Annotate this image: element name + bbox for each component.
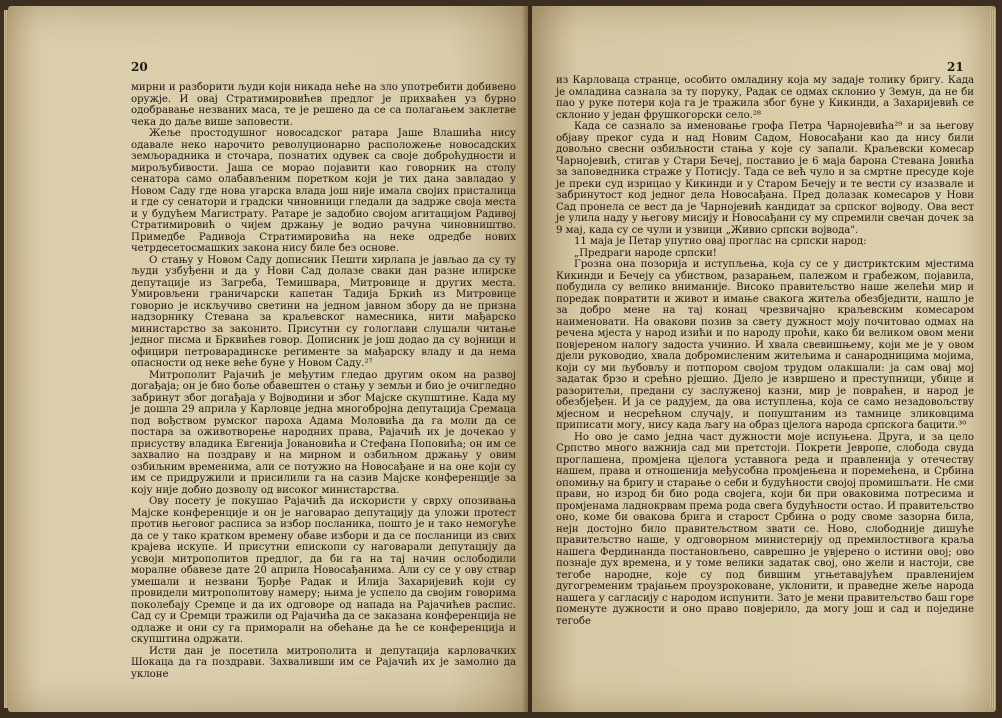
- left-page: [8, 6, 528, 712]
- paragraph: Но ово је само једна част дужности моје испуњена. Друга, и за цело Српство много важнија сад ми претстоји. Покрети Јевропе, слобода свуда проглашена, промјена цјелога уставнога реда и правленија у отечеству нашем, права и отношенија међусобна промјењена и поремећена, и Србина опомињу на бригу и старање о себи и будућности својој промишљати. Не сми прави, но изрод би био рода својега, који би при оваковима потресима и промјенама ладнокрвам према рода свега будућности остао. И правитељство оно, коме би овакова брига и старост Србина о роду своме зазорна била, нејн достојно било правитељством звати се. Ново, слободније дишуће правитељство наше, у одговорном министерију од премилостивога краља нашега Фердинанда постановљено, саврешно је увјерено о истини овој; ово познаје дух времена, и у томе велики задатак свој, оно жели и настоји, све тегобе народне, које су под бившим угњетавајућем правленијем дугогременим трајањем проузроковане, уклонити, и праведне жеље народа нашега у сагласију с народом испунити. Зато је мени правитељство бaш горе поменуте дужности и оно право повјерило, да могу још и сад и поједине тегобе: [556, 431, 974, 627]
- paragraph: 11 маја је Петар упутио овај проглас на српски народ:: [574, 236, 867, 247]
- paragraph: Жеље простодушног новосадског ратара Јаше Влашића нису одавале неко нарочито револуционарно расположење новосадских земљорадника и сточара, познатих одувек са своје доброћудности и мирољубивости. Јаша се морао појавити као говорник на столу сенатора само олабављеним поретком који је тих дана завладао у Новом Саду где нова угарска влада још није имала својих присталица и где су сенатори и градски чиновници гледали да задрже своја места и у будућем Магистрату. Ратаре је задобио својом агитацијом Радивој Стратимировић о чијем држању је водио рачуна чиновништво. Примедбе Радивоја Стратимировића на неке одредбе нових четрдесетосмашких закона нису биле без основе.: [131, 128, 516, 254]
- paragraph: „Предраги народе српски!: [574, 247, 717, 259]
- paragraph: мирни и разборити људи који никада неће на зло употребити добивено оружје. И овај Стратимировићев предлог је прихваћен уз бурно одобравање незваних маса, те је решено да се са полагањем заклетве чека до даље више заповести.: [131, 82, 516, 128]
- paragraph: Исти дан је посетила митрополита и депутација карловачких Шокаца да га поздрави. Захваливши им се Рајачић их је замолио да уклоне: [131, 645, 516, 680]
- paragraph: Митрополит Рајачић је међутим гледао другим оком на развој догађаја; он је био боље обавештен о стању у земљи и био је очигледно забринут због догађаја у Војводини и због Мајске скупштине. Када му је дошла 29 априла у Карловце једна многобројна депутација Сремаца под вођством румског пароха Адама Моловића да га моли да се постара за оживотворење народних права, Рајачић их је дочекао у присуству владика Евгенија Јовановића и Стефана Поповића; он им се захвалио на поздраву и на мирном и озбиљном држању у овим озбиљним временима, али се потужио на Новосађане и на оне који су им се придружили и присилили га на сазив Мајске конференције за коју није добио дозволу од високог министарства.: [131, 369, 516, 496]
- page-body: [131, 82, 516, 680]
- page-number: 21: [947, 60, 964, 74]
- page-body: [556, 75, 974, 627]
- paragraph: Када се сазнало за именовање грофа Петра Чарнојевића²⁹ и за његову објаву преког суда и над Новим Садом, Новосађани као да нису били довољно свесни озбиљности стања у које су запали. Краљевски комесар Чарнојевић, стигав у Стари Бечеј, поставио је 6 маја барона Стевана Јовића за заповедника страже у Потисју. Тада се већ чуло и за смртне пресуде које је преки суд изрицао у Кикинди и у Старом Бечеју и те вести су изазвале и забринутост код једног дела Новосађана. Пред долазак комесаров у Нови Сад пронела се вест да је Чарнојевић кандидат за српског војводу. Ова вест је улила наду у његову мисију и Новосађани су му спремили свечан дочек за 9 мај, када су се чули и узвици „Живио српски војвода".: [556, 121, 974, 236]
- page-edge-right: [990, 10, 996, 708]
- paragraph: Грозна она позорија и иступљења, која су се у дистриктским мјестима Кикинди и Бечеју са убиством, разарањем, палежом и грабежом, појавила, побудила су велико вниманије. Високо правитељство наше желећи мир и поредак повратити и живот и имање свакога житеља обезбједити, нашло је за добро мене на тај конац чрезвичајно краљевским комесаром наименовати. На овакови позив за свету дужност моју почитовао одмах на речена мјеста у народ изићи и по народу проћи, како би великом овом мени повјереном налогу задоста учинио. И хвала свевишњему, који ме је у овом дјели руководио, хвала добромисленим житељима и санародницима мојима, који су ми љубовљу и потпором својом трудом олакшали: ја сам овај мој задатак брзо и срећно рјешио. Дјело је извршено и преступници, убице и разоритељи, предани су заслуженој казни, мир је повраћен, и народ је обезбјеђен. И ја се радујем, да ова иступлења, која се само незадовољству мјесном и несрећном случају, и попуштаним из тамнице зликовцима приписати могу, нису када љагу на образ цјелога народа српскога бацити.³⁰: [556, 259, 974, 431]
- right-page: [532, 6, 996, 712]
- paragraph: из Карловаца странце, особито омладину која му задаје толику бригу. Када је омладина сазнала за ту поруку, Радак се одмах склонио у Земун, да не би пао у руке потери која га је тражила због буне у Кикинди, а Захаријевић се склонио у један фрушкогорски село.²⁸: [556, 75, 974, 121]
- paragraph: О стању у Новом Саду дописник Пешти хирлапа је јављао да су ту људи узбуђени и да у Нови Сад долазе сваки дан разне илирске депутације из Загреба, Темишвара, Митровице и других места. Умировљени граничарски капетан Тадија Бркић из Митровице говорио је искључиво светини на једном јавном збору да не призна надзорнику Стевана за краљевског намесника, нити мађарско министарство за законито. Присутни су гологлави слушали читање једног писма и Брквићев говор. Дописник је још додао да су војници и официри петроварадинске регименте за мађарску владу и да нема опасности од неке веће буне у Новом Саду.²⁷: [131, 254, 516, 369]
- page-number: 20: [131, 60, 148, 74]
- paragraph: Ову посету је покушао Рајачић да искористи у сврху опозивања Мајске конференције и он је наговарао депутацију да уложи протест против његовог расписа за избор посланика, пошто је и тако немогуће да се у тако кратком времену обаве избори и да се посланици из свих крајева искупе. И присутни епископи су наговарали депутацију да усвоји митрополитов предлог, да би га на тај начин ослободили моралне обавезе дате 20 априла Новосађанима. Али су се у ову ствар умешали и незвани Ђорђе Радак и Илија Захаријевић који су провидели митрополитову намеру; њима је успело да својим говорима поколебају Сремце и да их одговоре од напада на Рајачићев распис. Сад су и Сремци тражили од Рајачића да се заказана конференција не одлаже и они су га приморали на обећање да ће се конференција и скупштина одржати.: [131, 496, 516, 645]
